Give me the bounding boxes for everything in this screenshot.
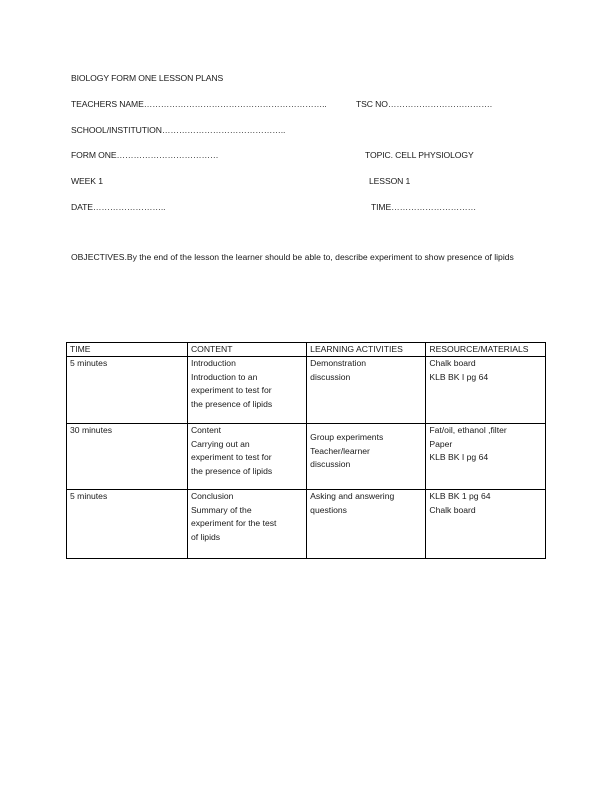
table-header-row [67,343,546,357]
content-line: the presence of lipids [190,465,273,476]
school-field: SCHOOL/INSTITUTION…………………………………….. [71,125,286,135]
resource-line: Paper [429,438,453,449]
cell-time [67,357,188,424]
table-row [67,357,546,424]
cell-content [187,424,306,490]
time-value: 30 minutes [70,425,113,435]
content-line: Carrying out an [190,438,250,449]
content-line: Content [190,425,222,435]
table-row [67,424,546,490]
teachers-name-field: TEACHERS NAME……………………………………………………….. [71,99,327,109]
cell-activities [307,357,426,424]
content-line: experiment to test for [190,385,272,395]
resource-line: Fat/oil, ethanol ,filter [429,425,507,435]
content-line: Introduction [190,358,236,368]
cell-time [67,490,188,559]
cell-time [67,424,188,490]
cell-resources [426,357,546,424]
resource-line: Chalk board [429,358,476,368]
resource-line: Chalk board [429,504,476,515]
cell-resources [426,490,546,559]
activity-line: Asking and answering [310,491,395,501]
resource-line: KLB BK I pg 64 [429,371,489,382]
content-line: Introduction to an [190,371,258,382]
activity-line: Teacher/learner [310,445,370,456]
lesson-field: LESSON 1 [369,176,411,186]
content-line: experiment to test for [190,452,272,462]
date-field: DATE…………………….. [71,202,166,212]
objectives-text: OBJECTIVES.By the end of the lesson the learner should be able to, describe experiment to show presence of lipids [71,252,514,262]
week-field: WEEK 1 [71,176,103,186]
form-field: FORM ONE……………………………… [71,150,219,160]
activity-line: questions [310,504,347,515]
activity-line: discussion [310,459,351,469]
content-line: experiment for the test [190,518,277,528]
header-time: TIME [67,343,188,357]
header-learning-activities: LEARNING ACTIVITIES [307,343,426,357]
time-value: 5 minutes [70,358,108,368]
time-value: 5 minutes [70,491,108,501]
table-row [67,490,546,559]
header-content: CONTENT [187,343,306,357]
lesson-plan-table [66,342,546,559]
activity-line: Demonstration [310,358,367,368]
topic-field: TOPIC. CELL PHYSIOLOGY [365,150,474,160]
cell-content [187,357,306,424]
header-resources: RESOURCE/MATERIALS [426,343,546,357]
resource-line: KLB BK I pg 64 [429,452,489,462]
activity-line: Group experiments [310,432,384,442]
content-line: the presence of lipids [190,398,273,409]
document-title: BIOLOGY FORM ONE LESSON PLANS [71,73,224,83]
activity-line: discussion [310,371,351,382]
cell-activities [307,424,426,490]
content-line: of lipids [190,531,221,542]
tsc-no-field: TSC NO………………………………. [356,99,493,109]
resource-line: KLB BK 1 pg 64 [429,491,491,501]
cell-activities [307,490,426,559]
content-line: Summary of the [190,504,252,515]
cell-resources [426,424,546,490]
time-field: TIME………………………… [371,202,477,212]
cell-content [187,490,306,559]
content-line: Conclusion [190,491,234,501]
